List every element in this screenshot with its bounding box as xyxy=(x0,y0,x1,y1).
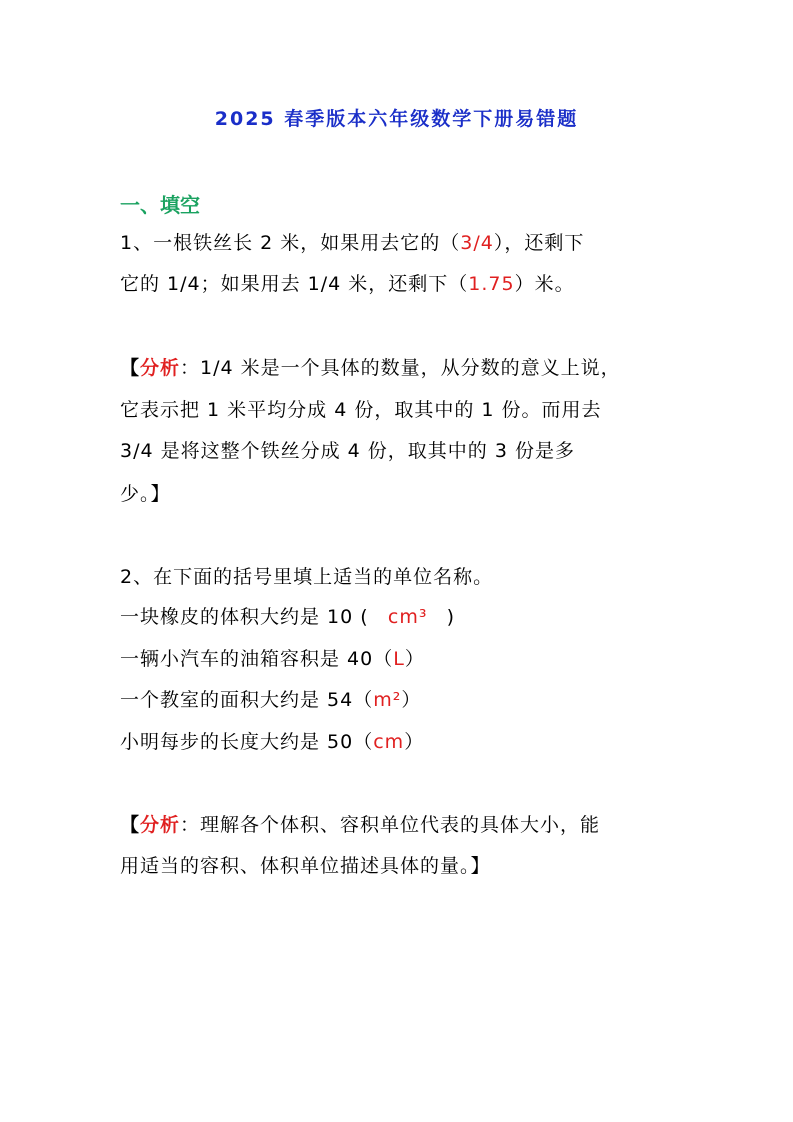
q1-line-2 xyxy=(120,270,575,298)
q2-text: ） xyxy=(404,648,425,670)
analysis-label: 分析 xyxy=(140,814,181,836)
q2-text: ） xyxy=(401,689,422,711)
q2-row-3 xyxy=(120,686,421,714)
q1-answer-1: 3/4 xyxy=(460,232,494,254)
analysis-label: 分析 xyxy=(140,357,181,379)
q1-answer-2: 1.75 xyxy=(468,273,515,295)
analysis-1-line-4: 少。】 xyxy=(120,483,171,505)
analysis-1-line-2: 它表示把 1 米平均分成 4 份，取其中的 1 份。而用去 xyxy=(120,399,602,421)
section-heading: 一、填空 xyxy=(120,193,200,217)
page-title: 2025 春季版本六年级数学下册易错题 xyxy=(214,108,579,130)
analysis-text: ：理解各个体积、容积单位代表的具体大小，能 xyxy=(180,814,601,836)
q2-answer-1: cm³ xyxy=(387,606,428,628)
analysis-bracket: 【 xyxy=(120,357,141,379)
q2-text: 小明每步的长度大约是 50（ xyxy=(120,731,374,753)
q2-answer-3: m² xyxy=(373,689,402,711)
analysis-1-line-3: 3/4 是将这整个铁丝分成 4 份，取其中的 3 份是多 xyxy=(120,440,575,462)
q2-row-1 xyxy=(120,603,455,631)
q2-text: 一辆小汽车的油箱容积是 40（ xyxy=(120,648,394,670)
q2-text: ) xyxy=(446,606,456,628)
q2-row-4 xyxy=(120,728,424,756)
analysis-bracket: 【 xyxy=(120,814,141,836)
q2-text: ） xyxy=(404,731,425,753)
q1-text: ），还剩下 xyxy=(493,232,585,254)
analysis-2-line-2: 用适当的容积、体积单位描述具体的量。】 xyxy=(120,855,491,877)
q1-line-1 xyxy=(120,229,584,257)
analysis-text: ：1/4 米是一个具体的数量，从分数的意义上说， xyxy=(180,357,621,379)
q1-text: ）米。 xyxy=(514,273,575,295)
q2-answer-4: cm xyxy=(373,731,405,753)
q2-answer-2: L xyxy=(393,648,405,670)
analysis-2-line-1 xyxy=(120,811,600,839)
q1-text: 1、一根铁丝长 2 米，如果用去它的（ xyxy=(120,232,461,254)
analysis-1-line-1 xyxy=(120,354,621,382)
q2-row-2 xyxy=(120,645,425,673)
q2-text: 一块橡皮的体积大约是 10 ( xyxy=(120,606,369,628)
q2-prompt: 2、在下面的括号里填上适当的单位名称。 xyxy=(120,566,494,588)
q2-text: 一个教室的面积大约是 54（ xyxy=(120,689,374,711)
q1-text: 它的 1/4；如果用去 1/4 米，还剩下（ xyxy=(120,273,469,295)
